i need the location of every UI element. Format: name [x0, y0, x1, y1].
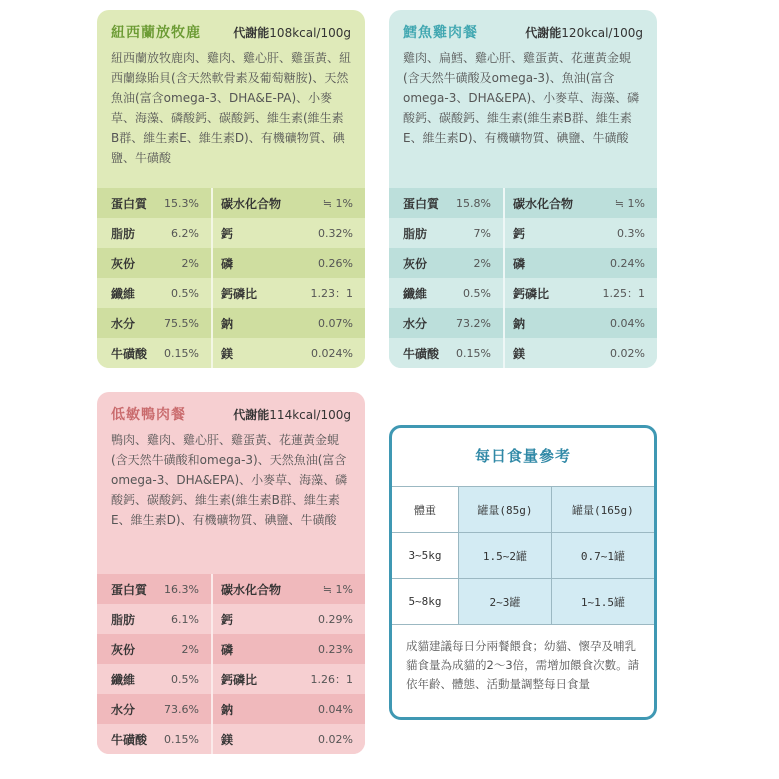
- nutrition-row: [389, 338, 657, 368]
- nutrition-table: [97, 188, 365, 368]
- nutrient-label: 脂肪: [403, 226, 428, 241]
- nutrient-cell-left: [97, 248, 213, 278]
- nutrient-cell-right: [213, 574, 365, 604]
- nutrient-cell-left: [97, 664, 213, 694]
- nutrient-label: 碳水化合物: [513, 196, 574, 211]
- nutrient-value: 0.23%: [318, 642, 353, 656]
- nutrient-value: 0.04%: [318, 702, 353, 716]
- nutrition-table: [97, 574, 365, 754]
- header-weight: 體重: [392, 487, 459, 533]
- nutrient-label: 牛磺酸: [403, 346, 440, 361]
- nutrient-cell-right: [213, 664, 365, 694]
- energy-info: [233, 24, 351, 41]
- nutrient-label: 鈣: [221, 226, 234, 241]
- nutrient-label: 鎂: [513, 346, 526, 361]
- nutrient-cell-left: [389, 338, 505, 368]
- nutrient-value: 2%: [473, 256, 491, 270]
- header-85g: 罐量(85g): [459, 487, 552, 533]
- nutrient-value: 0.5%: [171, 672, 199, 686]
- nutrient-label: 磷: [221, 256, 234, 271]
- nutrition-row: [97, 664, 365, 694]
- nutrition-row: [97, 248, 365, 278]
- nutrient-cell-right: [213, 724, 365, 754]
- ingredients-text: 雞肉、扁鱈、雞心肝、雞蛋黃、花蓮黃金蜆(含天然牛磺酸及omega-3)、魚油(富含omega-3、DHA&EPA)、小麥草、海藻、磷酸鈣、碳酸鈣、維生素(維生素B群、維生素E、維生素D)、有機礦物質、碘鹽、牛磺酸: [403, 51, 640, 145]
- nutrition-row: [97, 308, 365, 338]
- nutrient-value: 73.6%: [164, 702, 199, 716]
- nutrient-cell-right: [213, 218, 365, 248]
- ingredients-text: 紐西蘭放牧鹿肉、雞肉、雞心肝、雞蛋黃、紐西蘭綠貽貝(含天然軟骨素及葡萄糖胺)、天然魚油(富含omega-3、DHA&E-PA)、小麥草、海藻、磷酸鈣、碳酸鈣、維生素(維生素B群、維生素E、維生素D)、有機礦物質、碘鹽、牛磺酸: [111, 51, 352, 165]
- card-duck: [97, 392, 365, 754]
- feeding-header-row: [392, 487, 654, 533]
- nutrient-label: 碳水化合物: [221, 196, 282, 211]
- nutrient-value: ≒ 1%: [322, 196, 353, 210]
- nutrient-value: 73.2%: [456, 316, 491, 330]
- nutrient-value: 0.3%: [617, 226, 645, 240]
- nutrition-table: [389, 188, 657, 368]
- nutrient-value: 0.02%: [610, 346, 645, 360]
- card-title: 鱈魚雞肉餐: [403, 25, 478, 41]
- nutrition-row: [389, 308, 657, 338]
- nutrition-row: [97, 634, 365, 664]
- nutrient-label: 鈣磷比: [513, 286, 550, 301]
- nutrient-value: 6.1%: [171, 612, 199, 626]
- nutrient-cell-right: [213, 338, 365, 368]
- card-title: 紐西蘭放牧鹿: [111, 25, 201, 41]
- nutrition-row: [97, 724, 365, 754]
- nutrient-label: 磷: [513, 256, 526, 271]
- nutrient-label: 鈉: [513, 316, 526, 331]
- nutrient-value: 15.8%: [456, 196, 491, 210]
- nutrient-value: 0.29%: [318, 612, 353, 626]
- nutrient-value: 0.32%: [318, 226, 353, 240]
- nutrient-cell-right: [213, 604, 365, 634]
- energy-label: 代謝能: [525, 26, 562, 40]
- amount-165g-cell: 0.7~1罐: [551, 533, 654, 579]
- nutrient-label: 灰份: [111, 642, 136, 657]
- nutrient-cell-right: [505, 278, 657, 308]
- nutrient-label: 蛋白質: [111, 582, 148, 597]
- nutrient-label: 鈣磷比: [221, 672, 258, 687]
- card-header: [389, 10, 657, 42]
- nutrition-row: [97, 604, 365, 634]
- card-header: [97, 10, 365, 42]
- daily-feeding-card: [389, 425, 657, 720]
- table-row: [392, 579, 654, 625]
- nutrient-value: 7%: [473, 226, 491, 240]
- nutrient-label: 碳水化合物: [221, 582, 282, 597]
- energy-label: 代謝能: [233, 26, 270, 40]
- nutrient-cell-left: [97, 574, 213, 604]
- nutrient-value: 0.26%: [318, 256, 353, 270]
- card-title: 低敏鴨肉餐: [111, 407, 186, 423]
- nutrition-row: [97, 338, 365, 368]
- feeding-note: 成貓建議每日分兩餐餵食；幼貓、懷孕及哺乳貓食量為成貓的2～3倍，需增加餵食次數。請依年齡、體態、活動量調整每日食量: [406, 639, 640, 691]
- nutrition-row: [389, 278, 657, 308]
- nutrient-label: 鈣: [221, 612, 234, 627]
- nutrient-cell-left: [97, 308, 213, 338]
- nutrient-label: 纖維: [403, 286, 428, 301]
- energy-info: [525, 24, 643, 41]
- nutrient-value: 2%: [181, 256, 199, 270]
- nutrient-value: 0.02%: [318, 732, 353, 746]
- nutrient-label: 纖維: [111, 286, 136, 301]
- nutrient-label: 水分: [111, 316, 136, 331]
- nutrient-cell-right: [213, 188, 365, 218]
- nutrient-label: 纖維: [111, 672, 136, 687]
- nutrient-cell-right: [505, 308, 657, 338]
- weight-cell: 3~5kg: [392, 533, 459, 579]
- nutrition-row: [97, 574, 365, 604]
- nutrient-value: ≒ 1%: [614, 196, 645, 210]
- nutrient-value: 0.15%: [164, 346, 199, 360]
- nutrition-row: [97, 694, 365, 724]
- weight-cell: 5~8kg: [392, 579, 459, 625]
- nutrient-cell-right: [505, 218, 657, 248]
- nutrient-label: 鈣: [513, 226, 526, 241]
- nutrient-label: 鈉: [221, 702, 234, 717]
- nutrient-cell-right: [505, 338, 657, 368]
- nutrient-cell-right: [213, 694, 365, 724]
- nutrient-label: 牛磺酸: [111, 732, 148, 747]
- amount-85g-cell: 2~3罐: [459, 579, 552, 625]
- nutrient-cell-left: [389, 218, 505, 248]
- nutrient-label: 水分: [403, 316, 428, 331]
- nutrient-cell-right: [505, 188, 657, 218]
- feeding-table: [392, 486, 654, 625]
- nutrition-row: [97, 278, 365, 308]
- nutrient-cell-left: [97, 338, 213, 368]
- nutrient-cell-left: [389, 278, 505, 308]
- nutrient-value: 75.5%: [164, 316, 199, 330]
- header-165g: 罐量(165g): [551, 487, 654, 533]
- nutrient-value: 2%: [181, 642, 199, 656]
- amount-165g-cell: 1~1.5罐: [551, 579, 654, 625]
- nutrient-cell-right: [213, 278, 365, 308]
- nutrient-cell-left: [97, 634, 213, 664]
- nutrient-value: 0.024%: [311, 346, 353, 360]
- table-row: [392, 533, 654, 579]
- amount-85g-cell: 1.5~2罐: [459, 533, 552, 579]
- nutrient-cell-right: [213, 308, 365, 338]
- card-header: [97, 392, 365, 424]
- nutrient-value: 0.5%: [463, 286, 491, 300]
- nutrient-value: 6.2%: [171, 226, 199, 240]
- nutrient-value: 0.07%: [318, 316, 353, 330]
- nutrient-label: 磷: [221, 642, 234, 657]
- nutrient-value: 15.3%: [164, 196, 199, 210]
- energy-value: 114kcal/100g: [269, 408, 351, 422]
- ingredients-text: 鴨肉、雞肉、雞心肝、雞蛋黃、花蓮黃金蜆(含天然牛磺酸和omega-3)、天然魚油(富含omega-3、DHA&EPA)、小麥草、海藻、磷酸鈣、碳酸鈣、維生素(維生素B群、維生素E、維生素D)、有機礦物質、碘鹽、牛磺酸: [111, 433, 348, 527]
- nutrient-label: 蛋白質: [111, 196, 148, 211]
- nutrient-cell-left: [97, 278, 213, 308]
- nutrient-cell-right: [505, 248, 657, 278]
- nutrient-value: ≒ 1%: [322, 582, 353, 596]
- nutrient-cell-left: [97, 724, 213, 754]
- nutrient-cell-left: [97, 218, 213, 248]
- nutrient-value: 0.04%: [610, 316, 645, 330]
- nutrient-label: 脂肪: [111, 226, 136, 241]
- card-nz-venison: [97, 10, 365, 368]
- nutrient-value: 0.15%: [164, 732, 199, 746]
- energy-info: [233, 406, 351, 423]
- nutrient-label: 鈣磷比: [221, 286, 258, 301]
- nutrition-row: [389, 188, 657, 218]
- nutrient-cell-left: [389, 188, 505, 218]
- nutrient-label: 牛磺酸: [111, 346, 148, 361]
- nutrient-cell-left: [97, 694, 213, 724]
- card-cod-chicken: [389, 10, 657, 368]
- nutrition-row: [389, 218, 657, 248]
- nutrient-value: 1.23：1: [310, 287, 353, 300]
- nutrient-label: 鎂: [221, 732, 234, 747]
- nutrition-row: [97, 218, 365, 248]
- nutrient-label: 灰份: [111, 256, 136, 271]
- nutrient-label: 鎂: [221, 346, 234, 361]
- energy-value: 120kcal/100g: [561, 26, 643, 40]
- nutrient-cell-left: [389, 308, 505, 338]
- nutrient-value: 1.26：1: [310, 673, 353, 686]
- nutrient-value: 1.25：1: [602, 287, 645, 300]
- nutrient-value: 0.15%: [456, 346, 491, 360]
- nutrition-row: [389, 248, 657, 278]
- nutrient-label: 蛋白質: [403, 196, 440, 211]
- feeding-title: 每日食量參考: [474, 447, 571, 465]
- nutrient-value: 16.3%: [164, 582, 199, 596]
- nutrition-row: [97, 188, 365, 218]
- nutrient-cell-left: [97, 188, 213, 218]
- nutrient-label: 脂肪: [111, 612, 136, 627]
- energy-value: 108kcal/100g: [269, 26, 351, 40]
- nutrient-cell-right: [213, 634, 365, 664]
- nutrient-cell-left: [97, 604, 213, 634]
- energy-label: 代謝能: [233, 408, 270, 422]
- nutrient-cell-right: [213, 248, 365, 278]
- nutrient-value: 0.5%: [171, 286, 199, 300]
- nutrient-cell-left: [389, 248, 505, 278]
- nutrient-label: 灰份: [403, 256, 428, 271]
- nutrient-label: 水分: [111, 702, 136, 717]
- nutrient-label: 鈉: [221, 316, 234, 331]
- nutrient-value: 0.24%: [610, 256, 645, 270]
